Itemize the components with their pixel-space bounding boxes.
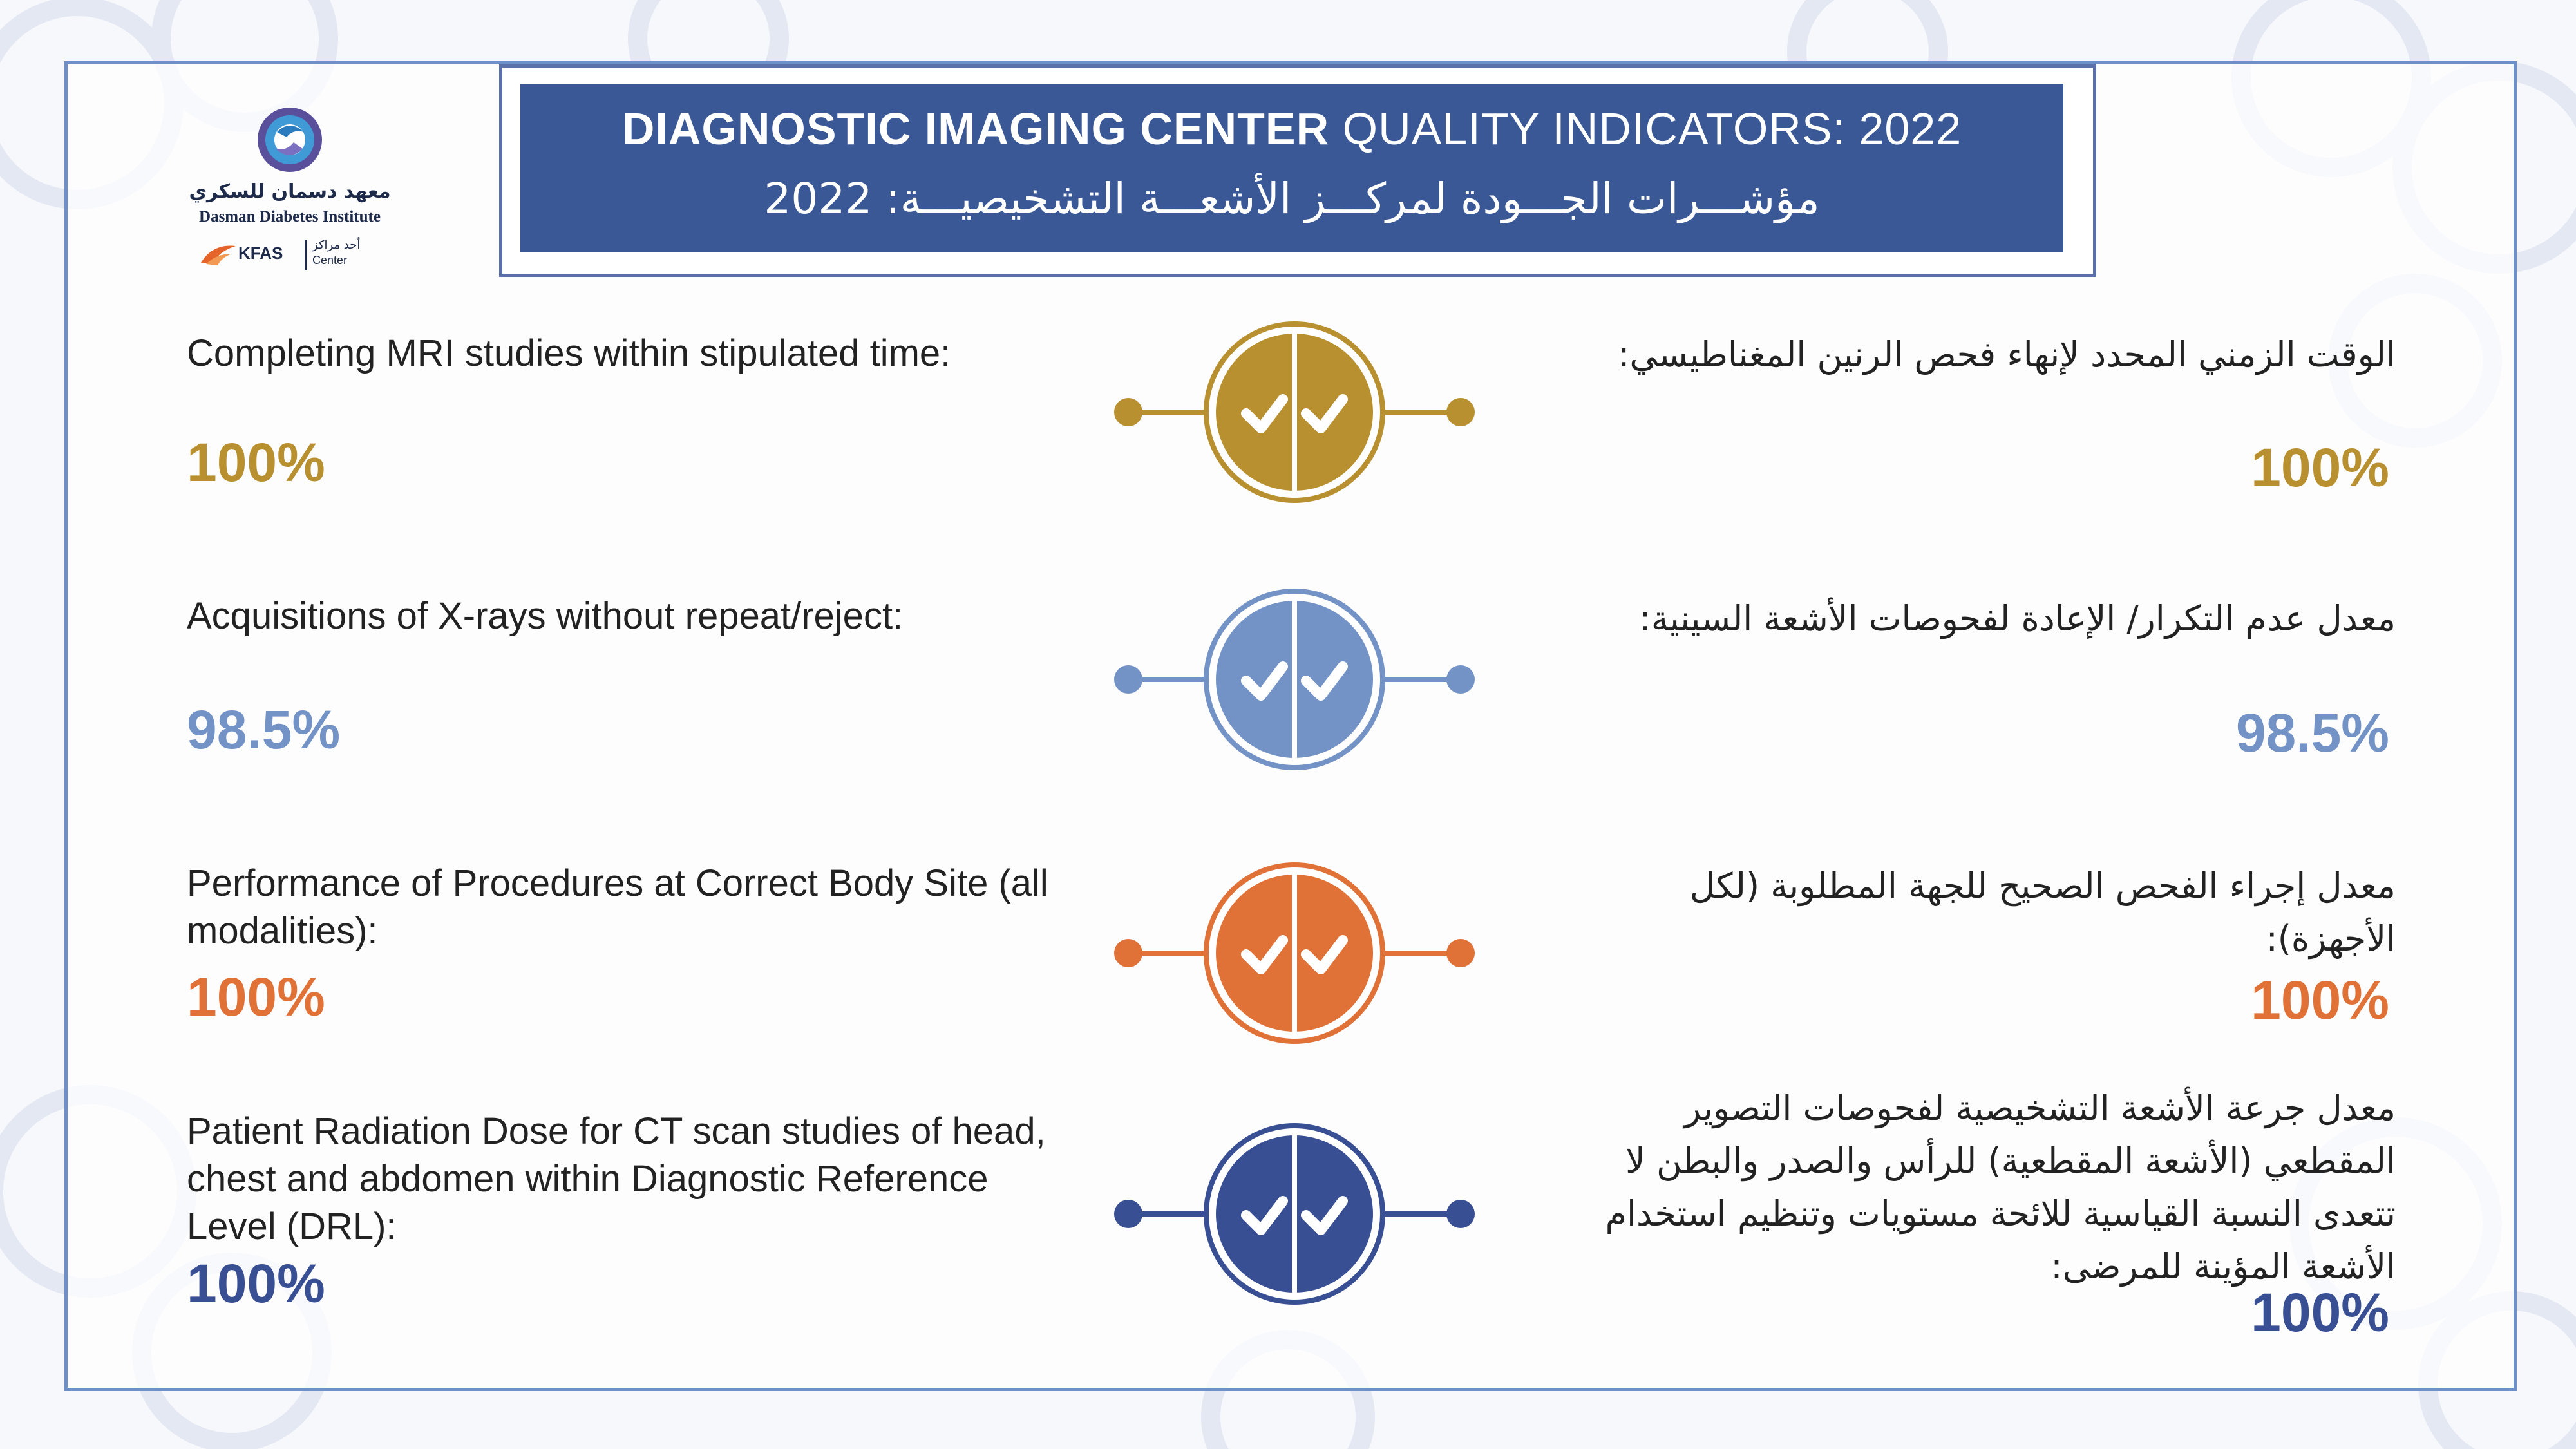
kfas-center-english: Center (312, 254, 348, 267)
indicator-value-ar: 100% (2251, 970, 2389, 1030)
badge-check-dark-blue (1114, 1117, 1475, 1311)
indicator-value-ar: 100% (2251, 1282, 2389, 1343)
indicator-label-ar: معدل جرعة الأشعة التشخيصية لفحوصات التصوير المقطعي (الأشعة المقطعية) للرأس والصدر والبطن لا تتعدى النسبة القياسية للائحة مستويات وتنظيم استخدام الأشعة المؤينة للمرضى: (1605, 1088, 2396, 1287)
logo-name-english: Dasman Diabetes Institute (199, 208, 381, 225)
indicator-value-en: 100% (187, 432, 325, 493)
indicator-label-en: Patient Radiation Dose for CT scan studies of head, chest and abdomen within Diagnostic Reference Level (DRL): (187, 1110, 1046, 1247)
swirl-logo-icon (180, 106, 399, 180)
kfas-logo (200, 238, 393, 277)
header-banner (520, 84, 2063, 252)
kfas-divider (305, 240, 307, 270)
indicator-label-ar: الوقت الزمني المحدد لإنهاء فحص الرنين المغناطيسي: (1618, 334, 2396, 375)
indicator-value-en: 100% (187, 967, 325, 1027)
page-title-english: DIAGNOSTIC IMAGING CENTER QUALITY INDICATORS: 2022 (621, 104, 1962, 154)
indicator-label-en: Completing MRI studies within stipulated time: (187, 332, 951, 374)
kfas-label: KFAS (238, 243, 283, 263)
logo-name-arabic: معهد دسمان للسكري (189, 180, 391, 203)
kfas-mark-icon (200, 242, 237, 268)
indicator-value-en: 100% (187, 1253, 325, 1314)
badge-check-light-blue (1114, 583, 1475, 776)
badge-check-orange (1114, 857, 1475, 1050)
indicator-value-en: 98.5% (187, 699, 341, 760)
indicator-label-ar: معدل عدم التكرار/ الإعادة لفحوصات الأشعة السينية: (1639, 598, 2396, 639)
kfas-center-arabic: أحد مراكز (312, 238, 361, 252)
page-title-arabic: مؤشـــرات الجـــودة لمركـــز الأشعـــة التشخيصيـــة: 2022 (764, 174, 1820, 223)
indicator-value-ar: 98.5% (2235, 703, 2389, 763)
badge-check-gold (1114, 316, 1475, 509)
indicator-value-ar: 100% (2251, 437, 2389, 498)
indicator-label-en: Performance of Procedures at Correct Body Site (all modalities): (187, 862, 1048, 952)
institute-logo (180, 106, 399, 293)
indicator-label-ar: معدل إجراء الفحص الصحيح للجهة المطلوبة (لكل الأجهزة): (1689, 866, 2396, 959)
indicator-label-en: Acquisitions of X-rays without repeat/reject: (187, 595, 904, 637)
